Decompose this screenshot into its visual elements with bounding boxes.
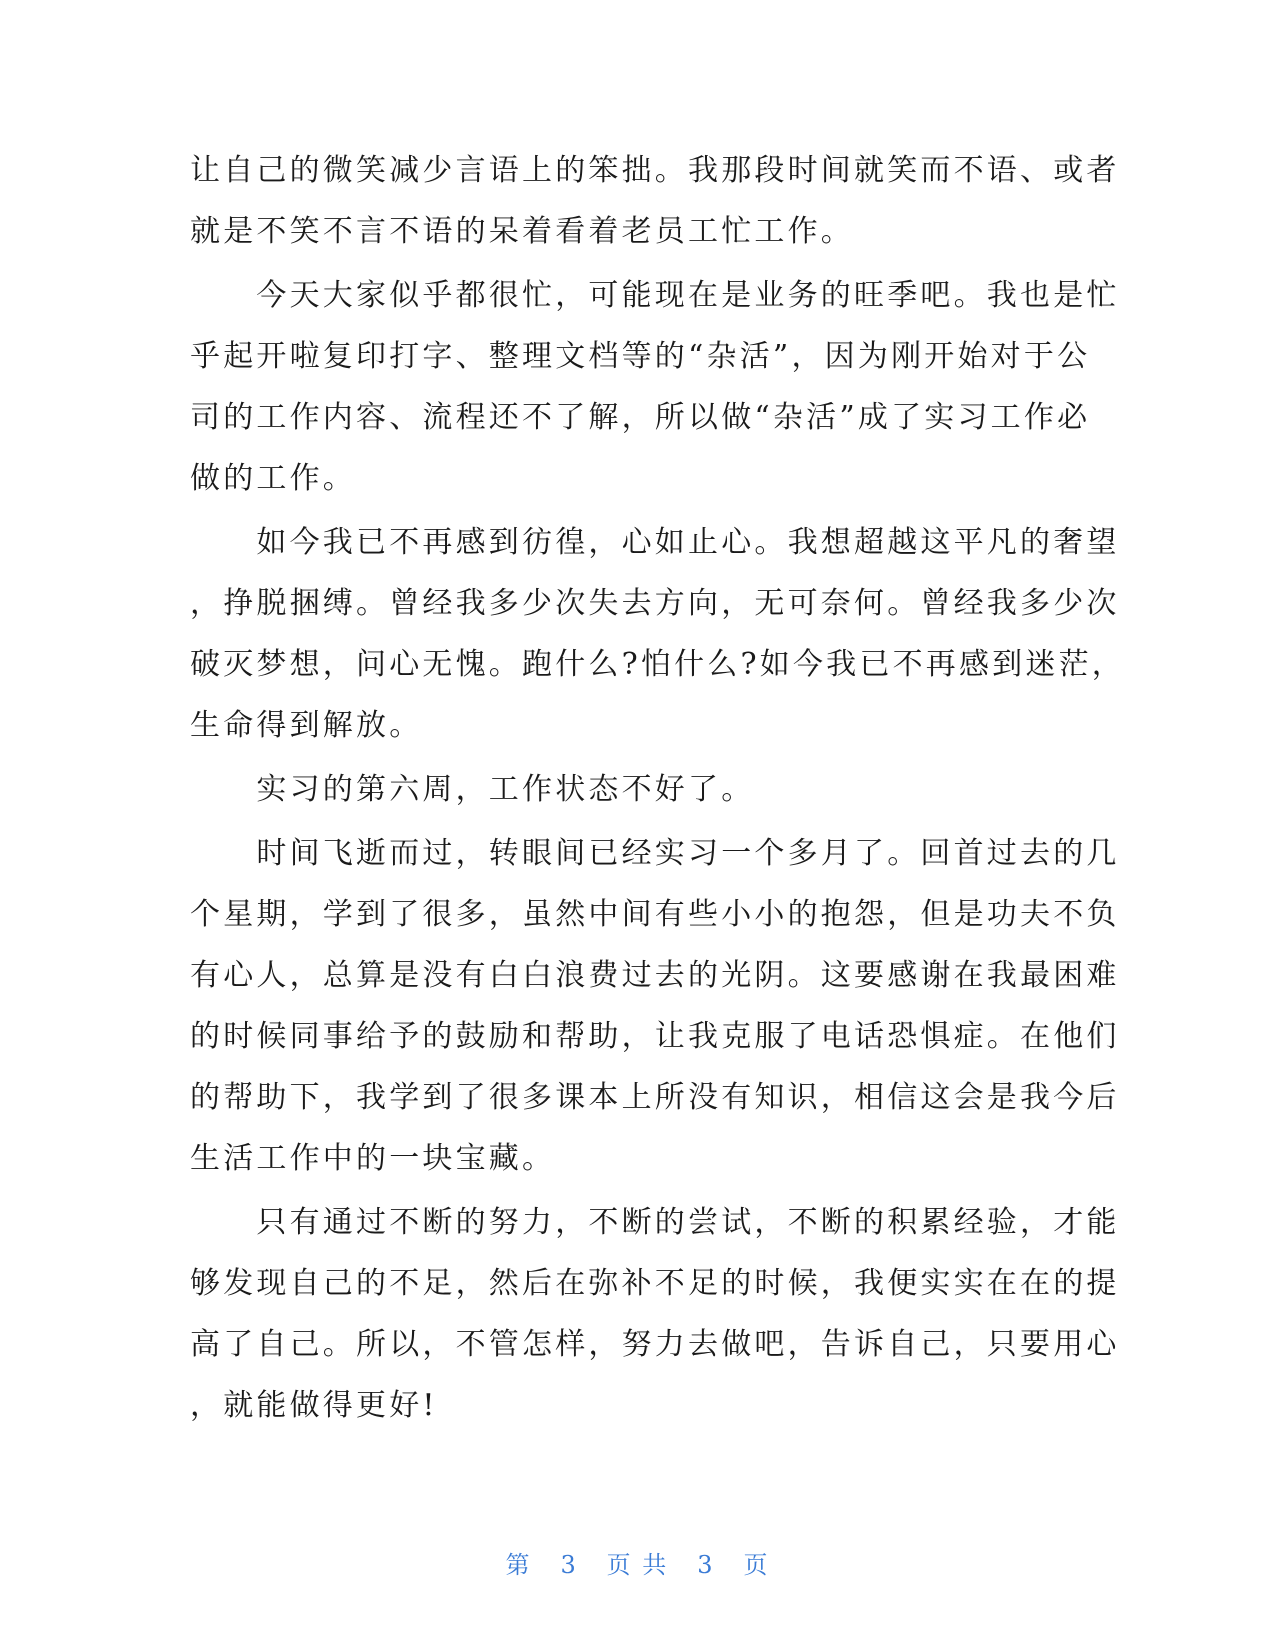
text-line: 生命得到解放。 xyxy=(190,708,423,743)
text-line: 让自己的微笑减少言语上的笨拙。我那段时间就笑而不语、或者 xyxy=(190,153,1120,188)
footer-current-page: 3 xyxy=(560,1551,578,1579)
text-line: ，挣脱捆缚。曾经我多少次失去方向，无可奈何。曾经我多少次 xyxy=(190,586,1120,621)
footer-prefix: 第 xyxy=(505,1551,532,1579)
paragraph-1 xyxy=(190,140,1120,262)
text-line: 实习的第六周，工作状态不好了。 xyxy=(190,772,755,807)
text-line: 的时候同事给予的鼓励和帮助，让我克服了电话恐惧症。在他们 xyxy=(190,1019,1120,1054)
text-line: 如今我已不再感到彷徨，心如止心。我想超越这平凡的奢望 xyxy=(190,525,1120,560)
text-line: 破灭梦想，问心无愧。跑什么?怕什么?如今我已不再感到迷茫， xyxy=(190,647,1125,682)
footer-total-pages: 3 xyxy=(697,1551,715,1579)
text-line: 生活工作中的一块宝藏。 xyxy=(190,1141,556,1176)
footer-middle: 页 共 xyxy=(606,1551,669,1579)
text-line: 有心人，总算是没有白白浪费过去的光阴。这要感谢在我最困难 xyxy=(190,958,1120,993)
paragraph-2 xyxy=(190,265,1120,509)
paragraph-3 xyxy=(190,512,1125,756)
text-line: 时间飞逝而过，转眼间已经实习一个多月了。回首过去的几 xyxy=(190,836,1120,871)
text-line: 今天大家似乎都很忙，可能现在是业务的旺季吧。我也是忙 xyxy=(190,278,1120,313)
text-line: ，就能做得更好! xyxy=(190,1388,438,1423)
text-line: 只有通过不断的努力，不断的尝试，不断的积累经验，才能 xyxy=(190,1205,1120,1240)
paragraph-5 xyxy=(190,823,1120,1189)
text-line: 乎起开啦复印打字、整理文档等的“杂活”，因为刚开始对于公 xyxy=(190,339,1091,374)
page-footer xyxy=(0,1545,1275,1580)
text-line: 个星期，学到了很多，虽然中间有些小小的抱怨，但是功夫不负 xyxy=(190,897,1120,932)
text-line: 高了自己。所以，不管怎样，努力去做吧，告诉自己，只要用心 xyxy=(190,1327,1120,1362)
text-line: 的帮助下，我学到了很多课本上所没有知识，相信这会是我今后 xyxy=(190,1080,1120,1115)
text-line: 够发现自己的不足，然后在弥补不足的时候，我便实实在在的提 xyxy=(190,1266,1120,1301)
paragraph-4 xyxy=(190,759,1070,820)
text-line: 做的工作。 xyxy=(190,461,356,496)
paragraph-6 xyxy=(190,1192,1120,1436)
text-line: 就是不笑不言不语的呆着看着老员工忙工作。 xyxy=(190,214,854,249)
footer-suffix: 页 xyxy=(743,1551,770,1579)
document-body xyxy=(190,140,1125,1436)
text-line: 司的工作内容、流程还不了解，所以做“杂活”成了实习工作必 xyxy=(190,400,1091,435)
